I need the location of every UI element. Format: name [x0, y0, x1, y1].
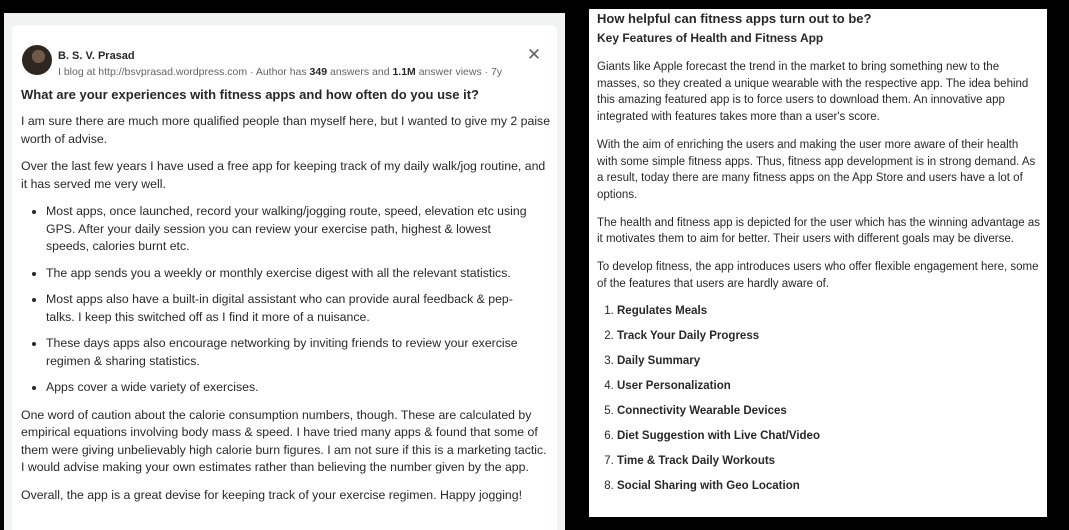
- answers-label: answers and: [327, 66, 393, 78]
- answer-paragraph: Giants like Apple forecast the trend in the market to bring something new to the masses, so they created a unique wearable with the respective app. The idea behind this amazing featured app is to force users to download them. An innovative app integrated with features takes more than a user's score.: [597, 61, 1029, 124]
- bullet-item: • Most apps, once launched, record your walking/jogging route, speed, elevation etc using GPS. After your daily session you can review your exercise path, highest & lowest speeds, calories burnt etc.: [46, 203, 551, 256]
- feature-label: Time & Track Daily Workouts: [617, 455, 776, 468]
- answer-paragraph: One word of caution about the calorie consumption numbers, though. These are calculated by empirical equations involving body mass & speed. I have tried many apps & found that some of them were giving unbelievably high calorie burn figures. I am not sure if this is a marketing tactic. I would advise making your own estimates rather than believing the number given by the app.: [21, 407, 547, 474]
- feature-label: Connectivity Wearable Devices: [617, 405, 787, 418]
- bullet-item: • Most apps also have a built-in digital assistant who can provide aural feedback & pep-talks. I keep this switched off as I find it more of a nuisance.: [46, 291, 551, 326]
- views-label: answer views · 7y: [415, 66, 503, 78]
- feature-item: [617, 328, 1041, 353]
- answer-paragraph: Over the last few years I have used a free app for keeping track of my daily walk/jog routine, and it has served me very well.: [21, 159, 546, 191]
- answer-paragraph: I am sure there are much more qualified people than myself here, but I wanted to give my 2 paise worth of advise.: [21, 114, 551, 146]
- bullet-item: • Apps cover a wide variety of exercises.: [46, 379, 551, 397]
- feature-item: [617, 453, 1041, 478]
- feature-label: Daily Summary: [617, 355, 701, 368]
- feature-label: Social Sharing with Geo Location: [617, 480, 800, 493]
- bullet-item: • The app sends you a weekly or monthly exercise digest with all the relevant statistics.: [46, 265, 551, 283]
- avatar[interactable]: [22, 45, 52, 75]
- close-icon[interactable]: ✕: [526, 45, 542, 64]
- answer-card: [12, 25, 557, 530]
- question-title[interactable]: How helpful can fitness apps turn out to be?: [597, 11, 872, 26]
- answer-paragraph: With the aim of enriching the users and making the user more aware of their health with some simple fitness apps. Thus, fitness app development is in strong demand. As a result, today there are many fitness apps on the App Store and users have a lot of options.: [597, 138, 1036, 201]
- answer-paragraph: The health and fitness app is depicted for the user which has the winning advantage as it motivates them to aim for better. Their users with different goals may be diverse.: [597, 216, 1041, 246]
- answer-body: [597, 59, 1041, 503]
- feature-list: [597, 303, 1041, 503]
- right-answer-panel: [589, 9, 1047, 517]
- credential-text: I blog at http://bsvprasad.wordpress.com · Author has: [58, 66, 310, 78]
- answer-paragraph: To develop fitness, the app introduces users who offer flexible engagement here, some of the features that users are hardly aware of.: [597, 261, 1039, 290]
- feature-item: [617, 378, 1041, 403]
- answer-paragraph: Overall, the app is a great devise for keeping track of your exercise regimen. Happy jogging!: [21, 487, 523, 502]
- feature-item: [617, 428, 1041, 453]
- feature-item: [617, 403, 1041, 428]
- feature-item: [617, 353, 1041, 378]
- answers-count: 349: [309, 66, 328, 78]
- feature-label: Track Your Daily Progress: [617, 330, 760, 343]
- bullet-item: • These days apps also encourage networking by inviting friends to review your exercise regimen & sharing statistics.: [46, 335, 551, 370]
- author-name[interactable]: B. S. V. Prasad: [58, 50, 135, 62]
- bullet-list: [21, 203, 551, 397]
- author-credential: [58, 66, 502, 78]
- feature-label: Diet Suggestion with Live Chat/Video: [617, 430, 820, 443]
- question-title[interactable]: What are your experiences with fitness apps and how often do you use it?: [21, 87, 479, 102]
- views-count: 1.1M: [392, 66, 416, 78]
- feature-label: Regulates Meals: [617, 305, 708, 318]
- feature-item: [617, 303, 1041, 328]
- feature-item: [617, 478, 1041, 503]
- answer-body: [21, 113, 551, 514]
- left-answer-panel: [4, 13, 565, 530]
- section-heading: Key Features of Health and Fitness App: [597, 31, 824, 45]
- feature-label: User Personalization: [617, 380, 731, 393]
